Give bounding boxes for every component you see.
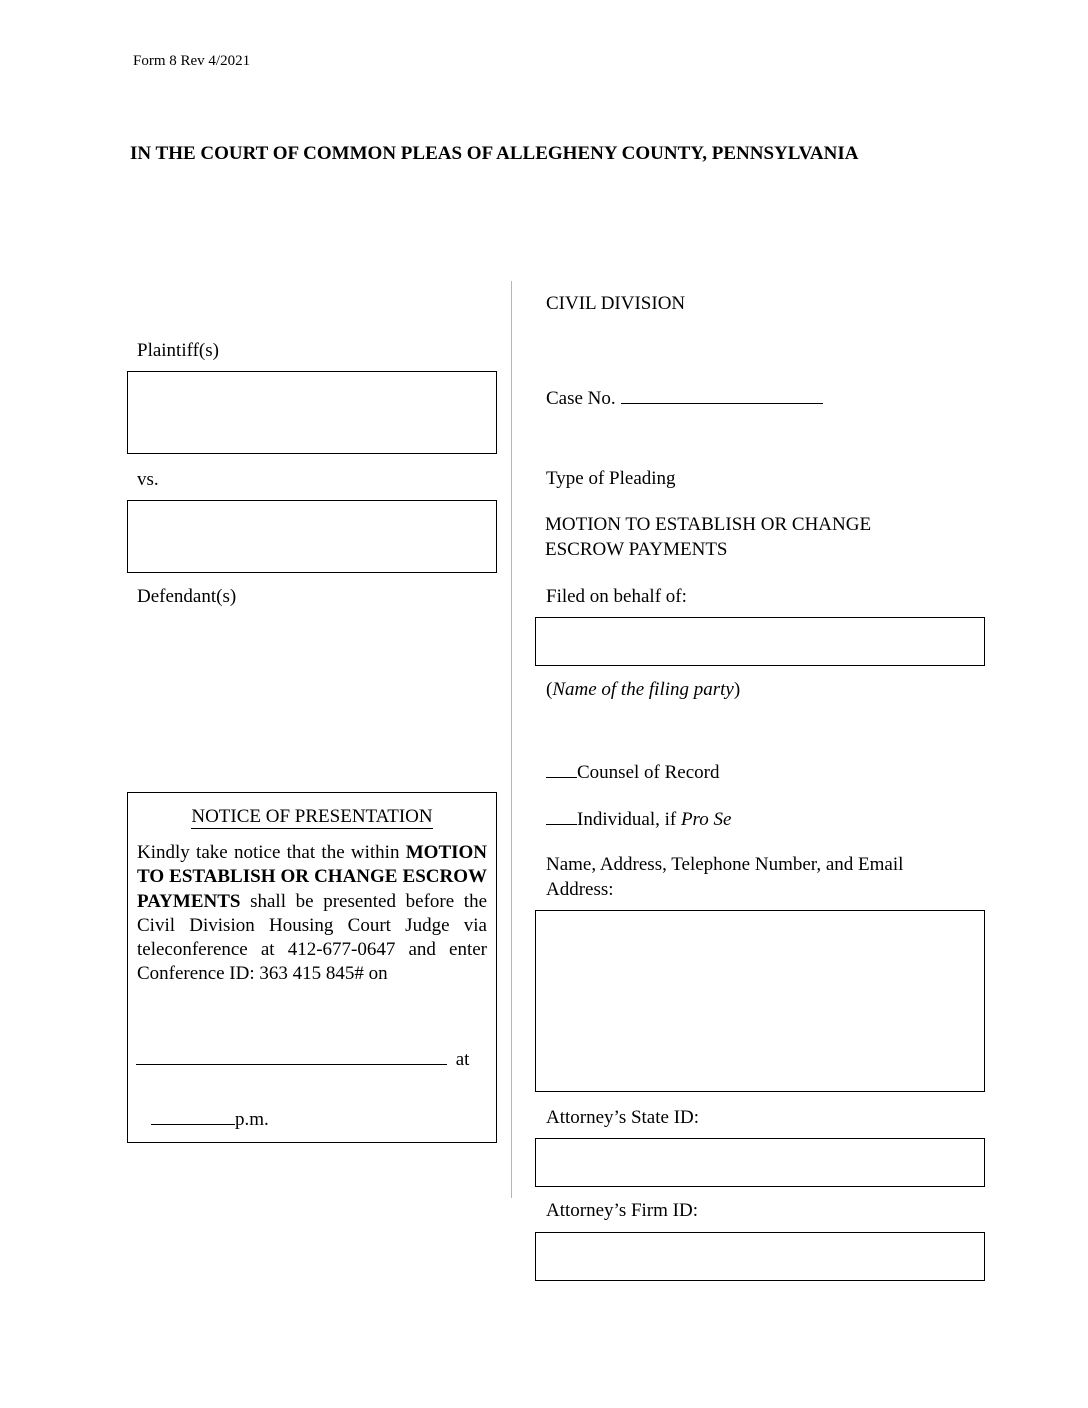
court-title: IN THE COURT OF COMMON PLEAS OF ALLEGHENY COUNTY, PENNSYLVANIA <box>130 143 859 164</box>
contact-info-field[interactable] <box>535 910 985 1092</box>
contact-info-label: Name, Address, Telephone Number, and Email Address: <box>546 854 904 900</box>
pro-se-label: Pro Se <box>680 809 732 830</box>
plaintiff-label: Plaintiff(s) <box>137 340 219 361</box>
state-id-field[interactable] <box>535 1138 985 1187</box>
counsel-label: Counsel of Record <box>577 762 720 783</box>
state-id-label: Attorney’s State ID: <box>546 1107 700 1128</box>
defendant-field[interactable] <box>127 500 497 573</box>
filed-on-behalf-label: Filed on behalf of: <box>546 586 687 607</box>
pleading-type <box>545 512 871 562</box>
pleading-type-line-2: ESCROW PAYMENTS <box>545 539 728 560</box>
pleading-type-line-1: MOTION TO ESTABLISH OR CHANGE <box>545 514 872 535</box>
filing-party-note: (Name of the filing party) <box>546 679 741 700</box>
counsel-of-record-option <box>546 759 719 785</box>
firm-id-field[interactable] <box>535 1232 985 1281</box>
case-number-blank[interactable] <box>621 385 823 404</box>
notice-body <box>137 841 487 987</box>
defendant-label: Defendant(s) <box>137 586 237 607</box>
case-number-row <box>546 385 823 411</box>
notice-of-presentation <box>127 792 497 1143</box>
at-label: at <box>455 1049 470 1070</box>
presentation-time-blank[interactable] <box>151 1106 235 1125</box>
filed-on-behalf-field[interactable] <box>535 617 985 666</box>
pro-se-checkbox-blank[interactable] <box>546 806 577 825</box>
counsel-checkbox-blank[interactable] <box>546 759 577 778</box>
notice-text-intro: Kindly take notice that the within <box>137 842 400 863</box>
notice-title: NOTICE OF PRESENTATION <box>191 806 433 827</box>
form-number: Form 8 Rev 4/2021 <box>133 53 251 69</box>
presentation-date-blank[interactable] <box>136 1046 447 1065</box>
plaintiff-field[interactable] <box>127 371 497 454</box>
firm-id-label: Attorney’s Firm ID: <box>546 1200 698 1221</box>
column-divider <box>511 281 512 1198</box>
presentation-time-row <box>151 1106 269 1132</box>
presentation-date-row <box>136 1046 469 1072</box>
case-number-label: Case No. <box>546 388 616 409</box>
pm-label: p.m. <box>235 1109 269 1130</box>
vs-label: vs. <box>137 469 159 490</box>
division-label: CIVIL DIVISION <box>546 293 686 314</box>
pro-se-option <box>546 806 731 832</box>
individual-label: Individual, if <box>577 809 677 830</box>
notice-text-details: shall be presented before the Civil Division Housing Court Judge via teleconference at 412-677-0647 and enter Conference ID: 363 415 845# on <box>137 890 487 985</box>
notice-motion-title: MOTION TO ESTABLISH OR CHANGE ESCROW PAYMENTS <box>137 842 488 912</box>
type-of-pleading-label: Type of Pleading <box>546 468 676 489</box>
